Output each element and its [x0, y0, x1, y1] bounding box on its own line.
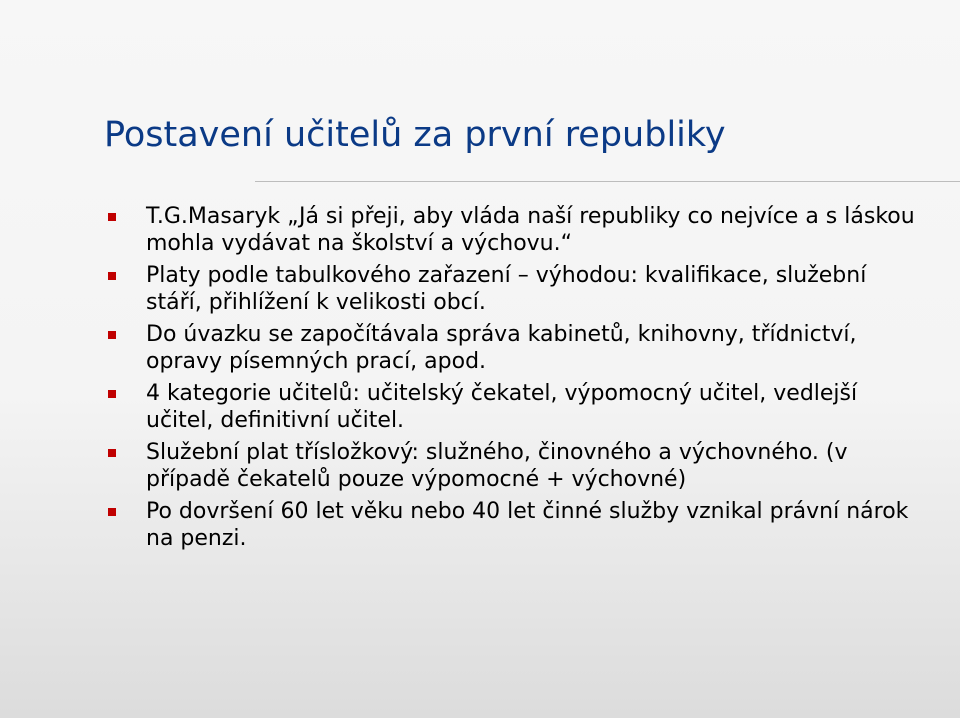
slide-title: Postavení učitelů za první republiky	[104, 115, 726, 155]
bullet-item-1	[104, 203, 924, 257]
bullet-item-5	[104, 439, 924, 493]
bullet-item-4	[104, 380, 924, 434]
bullet-text-6: Po dovršení 60 let věku nebo 40 let činné služby vznikal právní nárok na penzi.	[146, 499, 909, 551]
square-bullet-icon	[108, 272, 116, 280]
square-bullet-icon	[108, 390, 116, 398]
square-bullet-icon	[108, 449, 116, 457]
bullet-text-1: T.G.Masaryk „Já si přeji, aby vláda naší republiky co nejvíce a s láskou mohla vydávat na školství a výchovu.“	[146, 204, 915, 256]
bullet-text-4: 4 kategorie učitelů: učitelský čekatel, výpomocný učitel, vedlejší učitel, definitivní učitel.	[146, 381, 858, 433]
bullet-text-3: Do úvazku se započítávala správa kabinetů, knihovny, třídnictví, opravy písemných prací, apod.	[146, 322, 857, 374]
bullet-item-3	[104, 321, 924, 375]
bullet-item-6	[104, 498, 924, 552]
square-bullet-icon	[108, 508, 116, 516]
bullet-list	[104, 203, 924, 557]
bullet-item-2	[104, 262, 924, 316]
bullet-text-5: Služební plat třísložkový: služného, činovného a výchovného. (v případě čekatelů pouze výpomocné + výchovné)	[146, 440, 848, 492]
bullet-text-2: Platy podle tabulkového zařazení – výhodou: kvalifikace, služební stáří, přihlížení k velikosti obcí.	[146, 263, 867, 315]
title-divider	[255, 181, 960, 182]
square-bullet-icon	[108, 213, 116, 221]
square-bullet-icon	[108, 331, 116, 339]
